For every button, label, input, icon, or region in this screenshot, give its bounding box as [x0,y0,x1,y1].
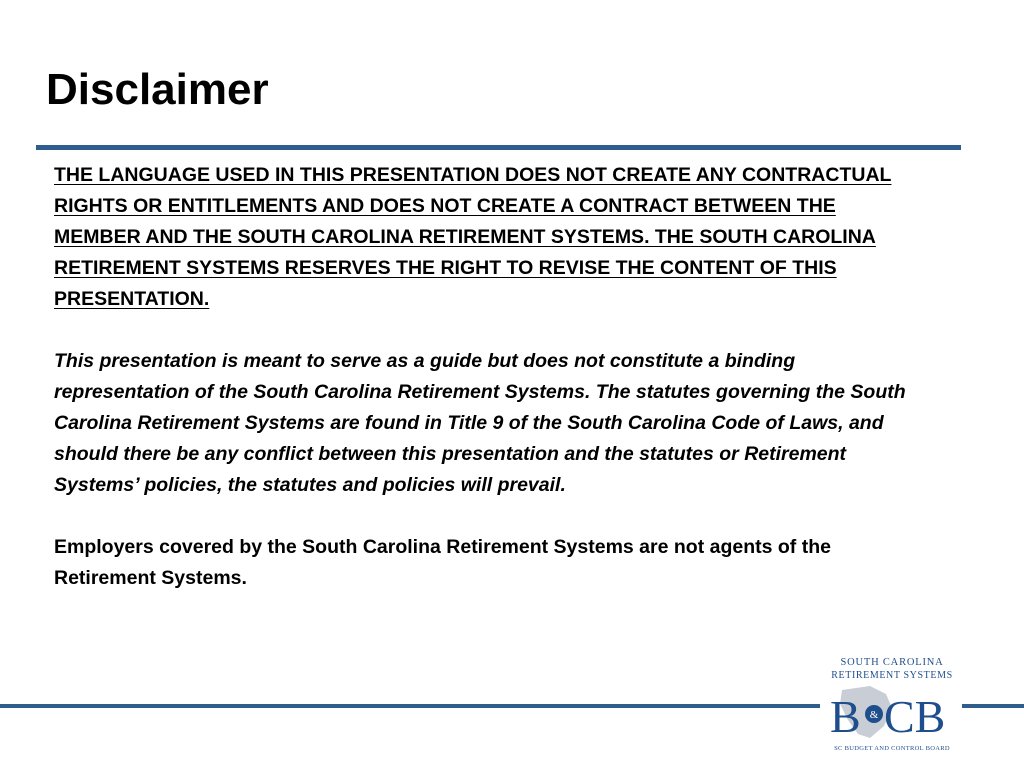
disclaimer-body [54,160,916,594]
paragraph-spacer [54,315,916,346]
logo-mark-cb: CB [884,691,946,742]
title-divider [36,145,961,150]
guide-notice-paragraph: This presentation is meant to serve as a guide but does not constitute a binding representation of the South Carolina Retirement Systems. The statutes governing the South Carolina Retirement Systems are found in Title 9 of the South Carolina Code of Laws, and should there be any conflict between this presentation and the statutes or Retirement Systems’ policies, the statutes and policies will prevail. [54,350,906,496]
logo-line-1: SOUTH CAROLINA [840,657,944,668]
scrs-logo [822,650,962,758]
paragraph-spacer [54,501,916,532]
legal-notice-paragraph: THE LANGUAGE USED IN THIS PRESENTATION DOES NOT CREATE ANY CONTRACTUAL RIGHTS OR ENTITLEMENTS AND DOES NOT CREATE A CONTRACT BETWEEN THE MEMBER AND THE SOUTH CAROLINA RETIREMENT SYSTEMS. THE SOUTH CAROLINA RETIREMENT SYSTEMS RESERVES THE RIGHT TO REVISE THE CONTENT OF THIS PRESENTATION. [54,164,892,310]
footer-rule-left [0,704,820,708]
employer-notice-paragraph: Employers covered by the South Carolina Retirement Systems are not agents of the Retirement Systems. [54,536,831,589]
logo-subtitle: SC BUDGET AND CONTROL BOARD [834,745,950,752]
logo-line-2: RETIREMENT SYSTEMS [831,670,953,681]
footer-rule-right [962,704,1024,708]
logo-mark-b: B [830,691,861,742]
page-title: Disclaimer [46,65,269,114]
logo-mark-amp: & [869,709,879,721]
